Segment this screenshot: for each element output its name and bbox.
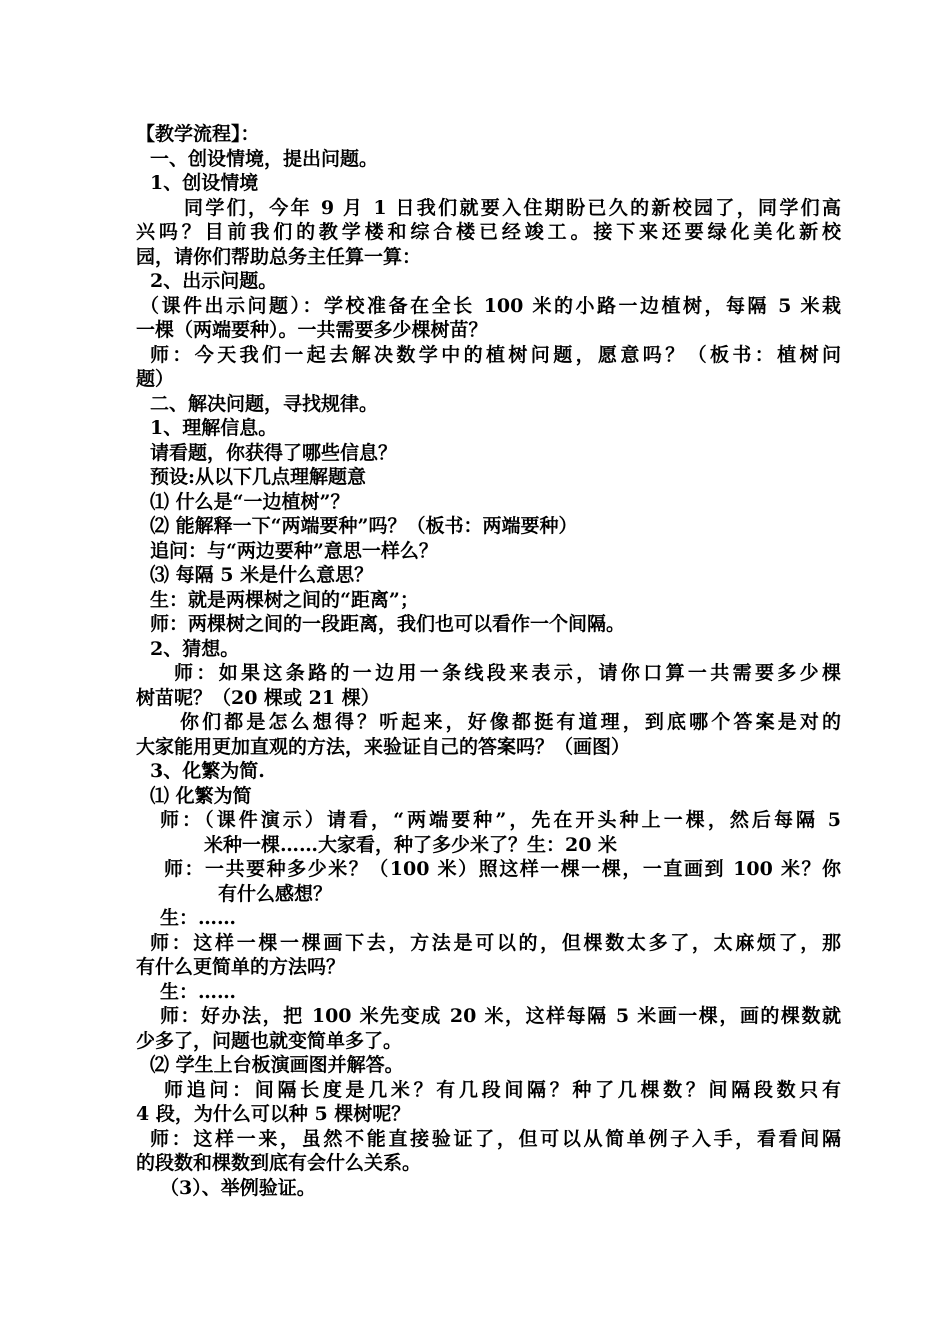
text-line: 大家能用更加直观的方法，来验证自己的答案吗？（画图） — [136, 735, 631, 758]
text-line: 生：…… — [160, 907, 237, 929]
text-line: 兴吗？目前我们的教学楼和综合楼已经竣工。接下来还要绿化美化新校 — [136, 221, 841, 243]
text-line: 同学们，今年 9 月 1 日我们就要入住期盼已久的新校园了，同学们高 — [184, 196, 841, 219]
text-line: 师：今天我们一起去解决数学中的植树问题，愿意吗？（板书：植树问 — [150, 343, 841, 366]
text-line: 一、创设情境，提出问题。 — [150, 147, 379, 170]
text-line: 的段数和棵数到底有会什么关系。 — [136, 1152, 422, 1174]
text-line: 题） — [136, 368, 175, 390]
text-line: ⑶ 每隔 5 米是什么意思？ — [150, 564, 374, 586]
text-line: 师：如果这条路的一边用一条线段来表示，请你口算一共需要多少棵 — [174, 662, 841, 684]
text-line: 你们都是怎么想得？听起来，好像都挺有道理，到底哪个答案是对的 — [180, 711, 841, 733]
text-line: 请看题，你获得了哪些信息？ — [150, 441, 398, 464]
text-line: 师：两棵树之间的一段距离，我们也可以看作一个间隔。 — [150, 613, 626, 635]
text-line: ⑵ 学生上台板演画图并解答。 — [150, 1054, 404, 1076]
text-line: 二、解决问题，寻找规律。 — [150, 392, 379, 415]
text-line: 有什么感想？ — [218, 882, 333, 905]
text-line: （课件出示问题）：学校准备在全长 100 米的小路一边植树，每隔 5 米栽 — [140, 294, 841, 317]
text-line: 师：一共要种多少米？（100 米）照这样一棵一棵，一直画到 100 米？你 — [164, 858, 841, 880]
text-line: 追问：与“两边要种”意思一样么？ — [150, 539, 438, 562]
text-line: 园，请你们帮助总务主任算一算： — [136, 245, 422, 268]
text-line: 树苗呢？（20 棵或 21 棵） — [136, 686, 380, 709]
text-line: 4 段，为什么可以种 5 棵树呢？ — [136, 1103, 411, 1125]
text-line: 1、理解信息。 — [150, 417, 278, 439]
text-line: ⑵ 能解释一下“两端要种”吗？（板书：两端要种） — [150, 515, 578, 537]
text-line: 师：好办法，把 100 米先变成 20 米，这样每隔 5 米画一棵，画的棵数就 — [160, 1005, 841, 1027]
text-line: 师：（课件演示）请看，“两端要种”，先在开头种上一棵，然后每隔 5 — [160, 809, 841, 831]
text-line: 有什么更简单的方法吗？ — [136, 956, 346, 978]
document-body — [136, 122, 841, 1200]
text-line: 预设:从以下几点理解题意 — [150, 466, 367, 488]
text-line: 少多了，问题也就变简单多了。 — [136, 1029, 403, 1052]
text-line: 师追问：间隔长度是几米？有几段间隔？种了几棵数？间隔段数只有 — [164, 1078, 841, 1101]
text-line: 生：…… — [160, 980, 237, 1003]
text-line: ⑴ 什么是“一边植树”？ — [150, 490, 350, 513]
text-line: 师：这样一棵一棵画下去，方法是可以的，但棵数太多了，太麻烦了，那 — [150, 931, 841, 954]
text-line: 一棵（两端要种）。一共需要多少棵树苗？ — [136, 319, 488, 341]
text-line: 生：就是两棵树之间的“距离”； — [150, 588, 419, 611]
text-line: ⑴ 化繁为简 — [150, 784, 252, 807]
text-line: 2、猜想。 — [150, 637, 240, 660]
text-line: （3）、举例验证。 — [160, 1176, 316, 1199]
section-heading: 【教学流程】： — [136, 123, 260, 145]
text-line: 3、化繁为简. — [150, 760, 265, 782]
text-line: 2、出示问题。 — [150, 270, 278, 292]
text-line: 米种一棵……大家看，种了多少米了？生：20 米 — [204, 833, 618, 856]
text-line: 1、创设情境 — [150, 172, 259, 194]
text-line: 师：这样一来，虽然不能直接验证了，但可以从简单例子入手，看看间隔 — [150, 1127, 841, 1150]
